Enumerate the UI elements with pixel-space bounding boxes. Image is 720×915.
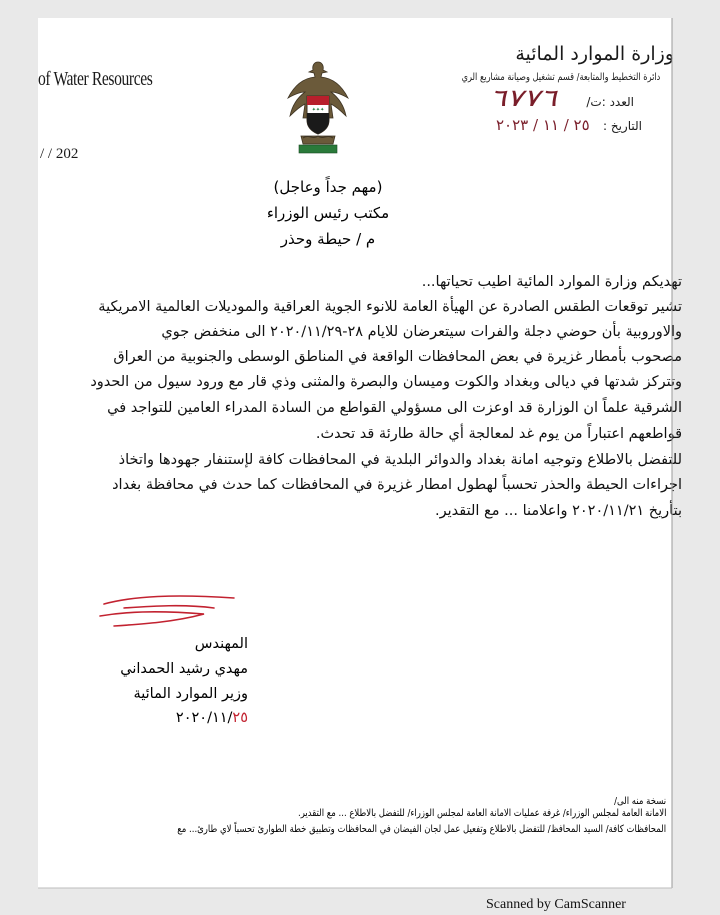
- copies-line: الامانة العامة لمجلس الوزراء/ غرفة عمليات الامانة العامة لمجلس الوزراء/ للتفضل بالاطلاع ... مع التقدير.: [297, 808, 666, 819]
- ministry-name-english: of Water Resources: [38, 68, 153, 90]
- signatory-name: مهدي رشيد الحمداني: [120, 661, 248, 677]
- body-line: قواطعهم اعتباراً من يوم غد لمعالجة أي حالة طارئة قد تحدث.: [315, 426, 682, 442]
- copies-line: المحافظات كافة/ السيد المحافظ/ للتفضل بالاطلاع وتفعيل عمل لجان الفيضان في المحافظات وتطبيق خطة الطوارئ تحسباً لاي طارئ... مع: [177, 824, 666, 835]
- request-line: بتأريخ ٢٠٢٠/١١/٢١ واعلامنا ... مع التقدير.: [435, 503, 682, 519]
- copies-heading: نسخة منه الى/: [614, 796, 666, 807]
- signatory-position: وزير الموارد المائية: [133, 686, 248, 702]
- signature-date-day: ٢٥: [232, 710, 248, 726]
- urgency-note: (مهم جداً وعاجل): [273, 178, 383, 196]
- reference-number-label: العدد :ت/: [586, 95, 634, 109]
- body-line: مصحوب بأمطار غزيرة في بعض المحافظات الواقعة في المناطق الوسطى والجنوبية من العراق: [113, 349, 682, 365]
- recipient-office: مكتب رئيس الوزراء: [266, 204, 390, 222]
- body-line: الشرقية علماً ان الوزارة قد اوعزت الى مسؤولي القواطع من السادة المدراء العامين للتواجد في: [107, 400, 682, 416]
- request-line: اجراءات الحيطة والحذر تحسباً لهطول امطار غزيرة في المحافظات كما حدث في محافظة بغداد: [112, 477, 682, 493]
- date-label: التاريخ :: [602, 119, 642, 133]
- request-line: للتفضل بالاطلاع وتوجيه امانة بغداد والدوائر البلدية في المحافظات كافة لإستنفار جهودها واتخاذ: [118, 452, 682, 468]
- greeting: تهديكم وزارة الموارد المائية اطيب تحياتها...: [421, 274, 682, 290]
- signatory-title: المهندس: [194, 636, 248, 652]
- date-handwritten: ٢٥ / ١١ / ٢٠٢٣: [496, 116, 590, 134]
- department-name: دائرة التخطيط والمتابعة/ قسم تشغيل وصيانة مشاريع الري: [461, 72, 660, 83]
- signature-scribble: [94, 586, 244, 636]
- signature-date-prefix: ٢٠٢٠/١١/: [175, 710, 233, 726]
- document-page: [38, 18, 682, 888]
- body-line: والاوروبية بأن حوضي دجلة والفرات سيتعرضان للايام ٢٨-٢٠٢٠/١١/٢٩ الى منخفض جوي: [161, 324, 682, 340]
- english-date-blank: / / 202: [40, 146, 79, 162]
- reference-number-handwritten: ٦٧٧٦: [487, 84, 564, 112]
- body-line: وتتركز شدتها في ديالى وبغداد والكوت وميسان والبصرة والمثنى وذي قار مع ورود سيول من الحدود: [90, 374, 682, 390]
- body-line: تشير توقعات الطقس الصادرة عن الهيأة العامة للانوء الجوية العراقية والموديلات العالمية الامريكية: [98, 299, 682, 315]
- scanner-watermark: Scanned by CamScanner: [486, 897, 626, 912]
- svg-text:✦✦✦: ✦✦✦: [311, 107, 325, 113]
- signature-date: [98, 710, 248, 726]
- eagle-emblem-icon: [283, 58, 353, 158]
- subject-line: م / حيطة وحذر: [280, 230, 376, 248]
- ministry-name-arabic: وزارة الموارد المائية: [515, 43, 674, 65]
